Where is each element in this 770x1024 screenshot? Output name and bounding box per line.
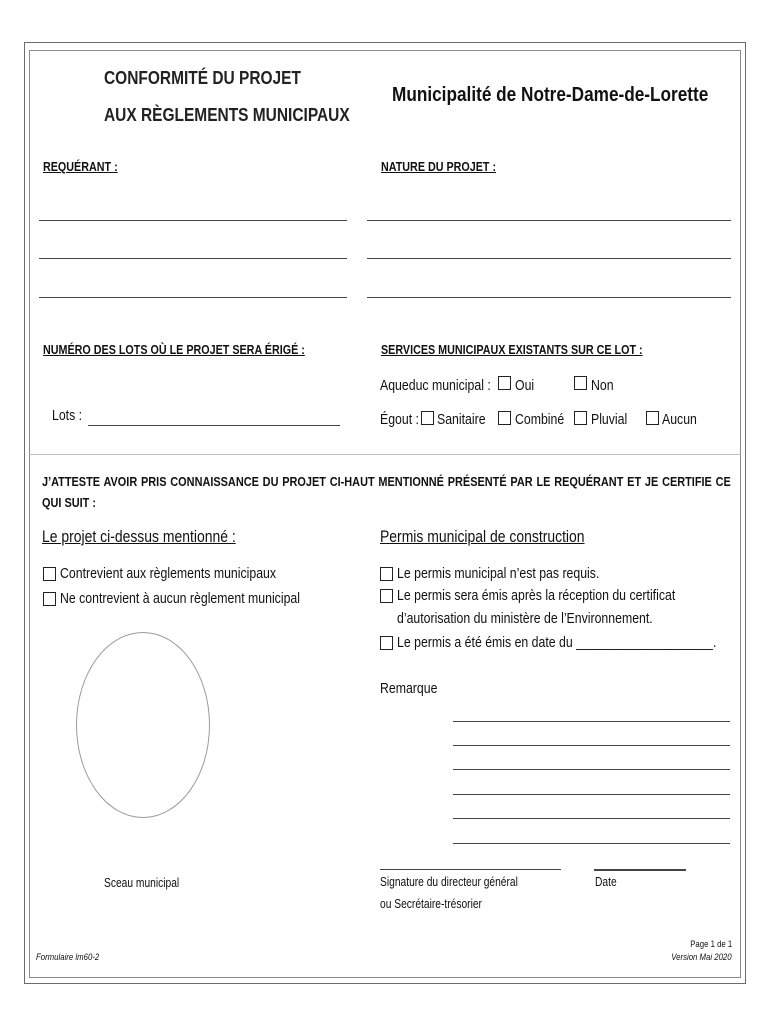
aqueduc-non-checkbox[interactable] xyxy=(574,376,587,390)
date-label: Date xyxy=(595,875,617,889)
nature-line-2[interactable] xyxy=(367,258,731,259)
egout-sanitaire-label: Sanitaire xyxy=(437,411,486,428)
nature-label: NATURE DU PROJET : xyxy=(381,160,497,174)
permis-non-requis-label: Le permis municipal n’est pas requis. xyxy=(397,565,600,582)
form-title-line2: AUX RÈGLEMENTS MUNICIPAUX xyxy=(104,105,350,125)
remarque-line-3[interactable] xyxy=(453,769,730,770)
version-label: Version Mai 2020 xyxy=(671,952,732,963)
form-title-line1: CONFORMITÉ DU PROJET xyxy=(104,68,301,88)
permis-apres-certificat-label: Le permis sera émis après la réception du certificat xyxy=(397,587,676,604)
section-divider xyxy=(29,454,741,455)
form-inner-border xyxy=(29,50,741,978)
egout-pluvial-label: Pluvial xyxy=(591,411,628,428)
municipality-name: Municipalité de Notre-Dame-de-Lorette xyxy=(392,84,709,106)
signature-line[interactable] xyxy=(380,869,561,870)
egout-pluvial-checkbox[interactable] xyxy=(574,411,587,425)
requerant-label: REQUÉRANT : xyxy=(43,160,118,174)
permis-non-requis-checkbox[interactable] xyxy=(380,567,393,581)
contrevient-label: Contrevient aux règlements municipaux xyxy=(60,565,277,582)
contrevient-checkbox[interactable] xyxy=(43,567,56,581)
page-number: Page 1 de 1 xyxy=(689,939,732,950)
egout-sanitaire-checkbox[interactable] xyxy=(421,411,434,425)
municipal-seal-area xyxy=(76,632,210,818)
aqueduc-oui-checkbox[interactable] xyxy=(498,376,511,390)
egout-combine-label: Combiné xyxy=(515,411,565,428)
projet-heading: Le projet ci-dessus mentionné : xyxy=(42,527,236,546)
nature-line-1[interactable] xyxy=(367,220,731,221)
ne-contrevient-checkbox[interactable] xyxy=(43,592,56,606)
lots-line[interactable] xyxy=(88,425,340,426)
form-code: Formulaire lm60-2 xyxy=(36,952,100,963)
permis-emis-checkbox[interactable] xyxy=(380,636,393,650)
permis-apres-certificat-checkbox[interactable] xyxy=(380,589,393,603)
aqueduc-label: Aqueduc municipal : xyxy=(380,377,491,394)
nature-line-3[interactable] xyxy=(367,297,731,298)
date-line[interactable] xyxy=(594,869,686,871)
seal-label: Sceau municipal xyxy=(104,876,180,890)
attestation-text: J’ATTESTE AVOIR PRIS CONNAISSANCE DU PROJET CI-HAUT MENTIONNÉ PRÉSENTÉ PAR LE REQUÉRANT ET JE CERTIFIE CE QUI SUIT : xyxy=(42,474,731,510)
permis-apres-certificat-cont: d’autorisation du ministère de l’Environnement. xyxy=(397,610,653,627)
signature-label-line2: ou Secrétaire-trésorier xyxy=(380,897,482,911)
services-heading: SERVICES MUNICIPAUX EXISTANTS SUR CE LOT : xyxy=(381,343,643,357)
permis-heading: Permis municipal de construction xyxy=(380,527,585,546)
requerant-line-1[interactable] xyxy=(39,220,347,221)
aqueduc-oui-label: Oui xyxy=(515,377,535,394)
remarque-line-4[interactable] xyxy=(453,794,730,795)
egout-aucun-checkbox[interactable] xyxy=(646,411,659,425)
remarque-line-2[interactable] xyxy=(453,745,730,746)
remarque-label: Remarque xyxy=(380,680,438,697)
signature-label-line1: Signature du directeur général xyxy=(380,875,518,889)
remarque-line-6[interactable] xyxy=(453,843,730,844)
ne-contrevient-label: Ne contrevient à aucun règlement municipal xyxy=(60,590,300,607)
lots-heading: NUMÉRO DES LOTS OÙ LE PROJET SERA ÉRIGÉ : xyxy=(43,343,305,357)
requerant-line-2[interactable] xyxy=(39,258,347,259)
egout-combine-checkbox[interactable] xyxy=(498,411,511,425)
permis-emis-label: Le permis a été émis en date du ____________________. xyxy=(397,634,717,651)
remarque-line-1[interactable] xyxy=(453,721,730,722)
remarque-line-5[interactable] xyxy=(453,818,730,819)
requerant-line-3[interactable] xyxy=(39,297,347,298)
egout-aucun-label: Aucun xyxy=(662,411,697,428)
lots-label: Lots : xyxy=(52,407,83,424)
egout-label: Égout : xyxy=(380,411,419,428)
aqueduc-non-label: Non xyxy=(591,377,614,394)
